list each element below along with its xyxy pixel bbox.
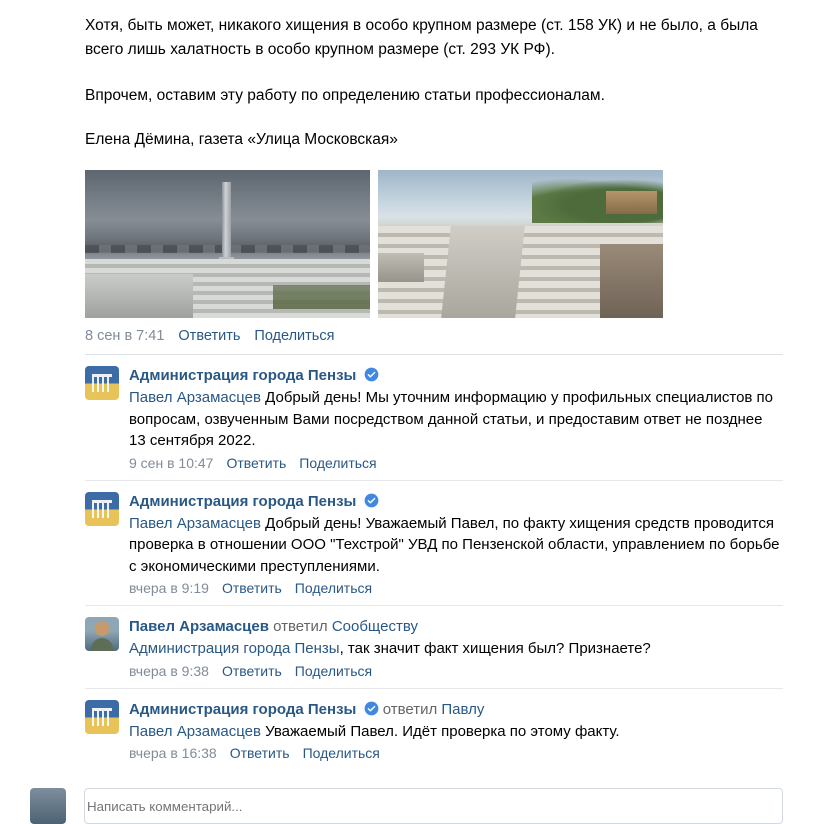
avatar[interactable]: [85, 366, 119, 400]
comment-mention[interactable]: Павел Арзамасцев: [129, 389, 261, 406]
comment-timestamp: вчера в 9:38: [129, 662, 209, 679]
photo-foliage: [273, 285, 370, 309]
comment-timestamp: вчера в 16:38: [129, 745, 217, 761]
comment-reply-button[interactable]: Ответить: [229, 745, 290, 761]
article-byline: Елена Дёмина, газета «Улица Московская»: [85, 131, 398, 148]
avatar[interactable]: [85, 617, 119, 651]
comment-text-body: Добрый день! Уважаемый Павел, по факту хищения средств проводится проверка в отношении ООО "Техстрой" УВД по Пензенской области, управлением по борьбе с экономическими преступлениями.: [129, 514, 780, 575]
comment-text: [129, 638, 783, 660]
comment-item: [85, 480, 783, 606]
photo-building: [606, 191, 657, 215]
article-photo-monument[interactable]: [85, 170, 370, 318]
comment-header: [129, 700, 783, 720]
comment-text-body: Добрый день! Мы уточним информацию у профильных специалистов по вопросам, озвученным Вами посредством данной статьи, и предоставим ответ не позднее 13 сентября 2022.: [129, 389, 774, 449]
comment-author[interactable]: Администрация города Пензы: [129, 492, 357, 510]
comment-text-body: , так значит факт хищения был? Признаете?: [339, 640, 651, 657]
comment-meta: [129, 745, 783, 761]
comment-text-body: Уважаемый Павел. Идёт проверка по этому факту.: [260, 722, 620, 740]
comment-item: [85, 354, 783, 480]
comment-text: [129, 721, 783, 743]
reply-to-name[interactable]: Сообществу: [331, 618, 418, 635]
avatar[interactable]: [85, 700, 119, 734]
reply-to-prefix: ответил: [382, 700, 442, 718]
article-photo-staircase[interactable]: [378, 170, 663, 318]
photo-ramp: [442, 226, 526, 318]
photo-wall-left: [378, 253, 424, 283]
photo-obelisk: [222, 182, 231, 259]
comment-body: [129, 492, 783, 597]
reply-to-name[interactable]: Павлу: [441, 700, 485, 718]
current-user-avatar[interactable]: [30, 788, 66, 824]
post-meta: [85, 328, 819, 354]
comment-header: [129, 366, 783, 386]
comment-compose-bar: [0, 786, 819, 804]
photo-gallery: [85, 170, 819, 318]
article-paragraph: Хотя, быть может, никакого хищения в особо крупном размере (ст. 158 УК) и не было, а была всего лишь халатность в особо крупном размере (ст. 293 УК РФ).: [85, 17, 758, 58]
verified-check-icon: [364, 493, 379, 508]
verified-check-icon: [364, 367, 379, 382]
comment-share-button[interactable]: Поделиться: [294, 580, 373, 596]
comment-reply-target: [383, 701, 485, 718]
comment-body: [129, 700, 783, 762]
avatar[interactable]: [85, 492, 119, 526]
comment-mention[interactable]: Павел Арзамасцев: [129, 722, 261, 740]
comment-item: [85, 605, 783, 688]
comment-timestamp: 9 сен в 10:47: [129, 454, 214, 471]
comment-author[interactable]: Павел Арзамасцев: [129, 618, 269, 635]
comment-text: [129, 513, 783, 578]
comment-share-button[interactable]: Поделиться: [302, 745, 380, 761]
comment-mention[interactable]: Павел Арзамасцев: [129, 514, 261, 532]
comment-share-button[interactable]: Поделиться: [299, 454, 377, 471]
comment-reply-button[interactable]: Ответить: [221, 580, 282, 596]
photo-wall-right: [600, 244, 663, 318]
comment-reply-button[interactable]: Ответить: [221, 662, 282, 679]
comment-item: [85, 688, 783, 771]
comment-meta: [129, 455, 783, 471]
comment-reply-target: [273, 618, 418, 635]
comment-text: [129, 387, 783, 452]
comment-meta: [129, 580, 783, 596]
comment-input[interactable]: [84, 788, 783, 824]
comment-author[interactable]: Администрация города Пензы: [129, 700, 357, 718]
comment-body: [129, 617, 783, 679]
comment-body: [129, 366, 783, 471]
post-timestamp: 8 сен в 7:41: [85, 328, 165, 344]
post-reply-button[interactable]: Ответить: [178, 328, 241, 344]
comment-header: [129, 617, 783, 637]
comments-list: [85, 354, 783, 770]
reply-to-prefix: ответил: [273, 618, 332, 635]
post-share-button[interactable]: Поделиться: [254, 328, 335, 344]
article-body: [0, 0, 819, 152]
comment-reply-button[interactable]: Ответить: [226, 454, 287, 471]
comment-author[interactable]: Администрация города Пензы: [129, 367, 357, 384]
photo-wall: [85, 274, 193, 318]
comment-header: [129, 492, 783, 512]
verified-check-icon: [364, 701, 379, 716]
comment-share-button[interactable]: Поделиться: [294, 662, 373, 679]
comment-meta: [129, 663, 783, 679]
comment-timestamp: вчера в 9:19: [129, 580, 209, 596]
article-paragraph: Впрочем, оставим эту работу по определению статьи профессионалам.: [85, 87, 605, 104]
comment-mention[interactable]: Администрация города Пензы: [129, 640, 340, 657]
